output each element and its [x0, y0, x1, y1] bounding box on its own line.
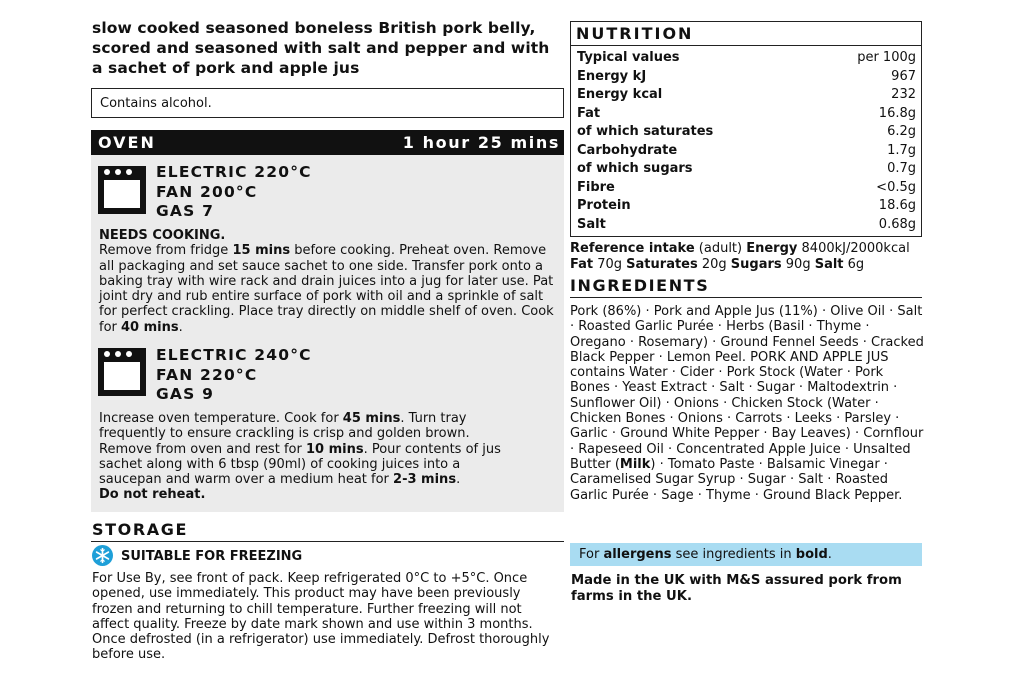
oven-icon [98, 348, 146, 396]
oven-total-time: 1 hour 25 mins [402, 133, 560, 152]
needs-cooking: NEEDS COOKING. [99, 228, 226, 243]
alcohol-notice [91, 88, 564, 118]
oven-stage2-temps [156, 346, 312, 405]
ingredients-divider [570, 297, 922, 298]
oven-stage1-temps [156, 163, 312, 222]
do-not-reheat: Do not reheat. [99, 487, 206, 503]
instructions-2-text: Increase oven temperature. Cook for 45 mins. Turn tray frequently to ensure crackling is crisp and golden brown. Remove from oven and rest for 10 mins. Pour contents of jus sachet along with 6 tbsp (90ml) of cooking juices into a saucepan and warm over a medium heat for 2-3 mins. [99, 411, 501, 488]
nutrition-row: Salt 0.68g [577, 216, 916, 232]
oven-instructions-1 [99, 228, 561, 335]
nutrition-row: Carbohydrate 1.7g [577, 142, 916, 158]
stage1-fan: FAN 200°C [156, 182, 258, 201]
allergen-banner: For allergens see ingredients in bold. [570, 543, 922, 566]
oven-heading: OVEN [98, 133, 156, 152]
ingredients-text: Pork (86%) · Pork and Apple Jus (11%) · Olive Oil · Salt · Roasted Garlic Purée · Herbs (Basil · Thyme · Oregano · Rosemary) · Ground Fennel Seeds · Cracked Black Pepper · Lemon Peel. PORK AND APPLE JUS contains Water · Cider · Pork Stock (Water · Pork Bones · Yeast Extract · Salt · Sugar · Maltodextrin · Sunflower Oil) · Onions · Chicken Stock (Water · Chicken Bones · Onions · Carrots · Leeks · Parsley · Garlic · Ground White Pepper · Bay Leaves) · Cornflour · Rapeseed Oil · Concentrated Apple Juice · Unsalted Butter (Milk) · Tomato Paste · Balsamic Vinegar · Caramelised Sugar Syrup · Sugar · Salt · Roasted Garlic Purée · Sage · Thyme · Ground Black Pepper. [570, 304, 924, 503]
stage1-electric: ELECTRIC 220°C [156, 163, 312, 181]
suitable-for-freezing: SUITABLE FOR FREEZING [121, 549, 303, 564]
nutrition-row: Fat 16.8g [577, 105, 916, 121]
oven-instructions-2 [99, 411, 519, 503]
ingredients-heading: INGREDIENTS [570, 276, 710, 295]
nutrition-row: of which saturates 6.2g [577, 124, 916, 139]
snowflake-icon [92, 545, 113, 566]
nutrition-row: of which sugars 0.7g [577, 161, 916, 176]
stage2-fan: FAN 220°C [156, 365, 258, 384]
storage-text: For Use By, see front of pack. Keep refrigerated 0°C to +5°C. Once opened, use immediately. This product may have been previously frozen and returning to chill temperature. Further freezing will not affect quality. Freeze by date mark shown and use within 3 months. Once defrosted (in a refrigerator) use immediately. Defrost thoroughly before use. [92, 571, 550, 663]
nutrition-row: Energy kJ 967 [577, 68, 916, 84]
oven-icon [98, 166, 146, 214]
nutrition-row: Energy kcal 232 [577, 87, 916, 102]
nutrition-row: Fibre <0.5g [577, 179, 916, 195]
nutrition-heading: NUTRITION [576, 24, 694, 43]
origin-statement: Made in the UK with M&S assured pork from farms in the UK. [571, 573, 902, 604]
oven-header-bar [91, 130, 564, 155]
nutrition-row: Protein 18.6g [577, 198, 916, 213]
instructions-1-text: Remove from fridge 15 mins before cooking. Preheat oven. Remove all packaging and set sauce sachet to one side. Transfer pork onto a baking tray with wire rack and drain juices into a jug for later use. Pat joint dry and rub entire surface of pork with oil and a sprinkle of salt for perfect crackling. Place tray directly on middle shelf of oven. Cook for 40 mins. [99, 243, 554, 335]
stage2-electric: ELECTRIC 240°C [156, 346, 312, 364]
storage-divider [91, 541, 564, 542]
product-title: slow cooked seasoned boneless British pork belly, scored and seasoned with salt and pepper and with a sachet of pork and apple jus [92, 19, 550, 77]
stage2-gas: GAS 9 [156, 385, 215, 403]
stage1-gas: GAS 7 [156, 202, 215, 220]
reference-intake: Reference intake (adult) Energy 8400kJ/2000kcal Fat 70g Saturates 20g Sugars 90g Salt 6g [570, 241, 910, 272]
alcohol-notice-text: Contains alcohol. [100, 96, 212, 111]
nutrition-row: Typical values per 100g [577, 50, 916, 65]
storage-heading: STORAGE [92, 520, 189, 539]
nutrition-divider [570, 45, 922, 46]
